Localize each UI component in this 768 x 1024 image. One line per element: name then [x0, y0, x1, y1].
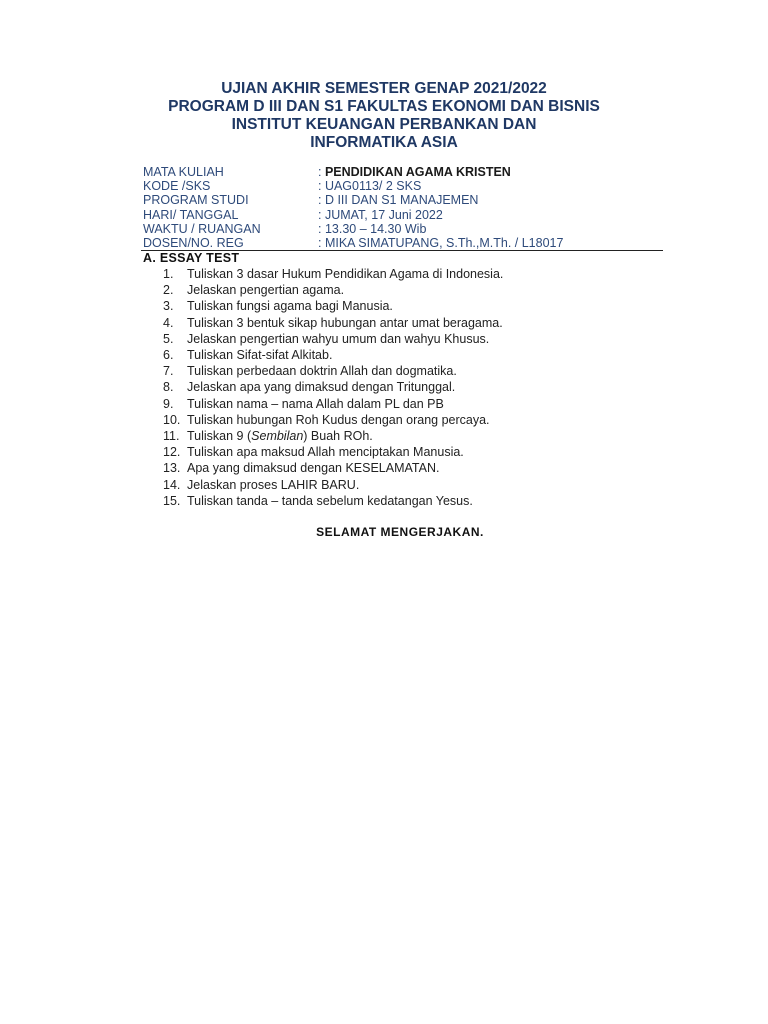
question-item: 7. Tuliskan perbedaan doktrin Allah dan dogmatika.: [163, 364, 457, 379]
exam-header: [0, 80, 768, 152]
question-item: 14. Jelaskan proses LAHIR BARU.: [163, 477, 360, 492]
header-line-2: PROGRAM D III DAN S1 FAKULTAS EKONOMI DAN BISNIS: [168, 98, 600, 115]
info-row-course: [143, 165, 663, 179]
info-value: : PENDIDIKAN AGAMA KRISTEN: [318, 165, 511, 179]
question-text: Jelaskan apa yang dimaksud dengan Tritunggal.: [187, 380, 456, 395]
question-item: 8. Jelaskan apa yang dimaksud dengan Tritunggal.: [163, 380, 456, 395]
info-row-time: [143, 222, 663, 236]
header-line-1: UJIAN AKHIR SEMESTER GENAP 2021/2022: [221, 80, 547, 97]
info-label: DOSEN/NO. REG: [143, 236, 244, 251]
question-item: 1. Tuliskan 3 dasar Hukum Pendidikan Agama di Indonesia.: [163, 267, 504, 281]
question-item: 10. Tuliskan hubungan Roh Kudus dengan orang percaya.: [163, 412, 490, 427]
section-title: A. ESSAY TEST: [143, 251, 240, 265]
question-item: 13. Apa yang dimaksud dengan KESELAMATAN.: [163, 461, 440, 476]
closing-text: SELAMAT MENGERJAKAN.: [316, 525, 484, 539]
info-label: KODE /SKS: [143, 179, 211, 194]
course-name: PENDIDIKAN AGAMA KRISTEN: [324, 165, 511, 179]
question-text: Tuliskan fungsi agama bagi Manusia.: [187, 299, 393, 314]
question-text: Tuliskan 3 bentuk sikap hubungan antar umat beragama.: [187, 315, 503, 330]
question-text: Jelaskan proses LAHIR BARU.: [187, 477, 360, 492]
question-item: 3. Tuliskan fungsi agama bagi Manusia.: [163, 299, 393, 314]
question-item: 15. Tuliskan tanda – tanda sebelum kedatangan Yesus.: [163, 493, 473, 508]
question-text: Tuliskan hubungan Roh Kudus dengan orang percaya.: [187, 412, 490, 427]
info-row-date: [143, 208, 663, 222]
question-item: 2. Jelaskan pengertian agama.: [163, 283, 345, 298]
question-text: Jelaskan pengertian wahyu umum dan wahyu Khusus.: [187, 331, 490, 346]
info-label: MATA KULIAH: [143, 165, 224, 179]
question-text: Tuliskan nama – nama Allah dalam PL dan PB: [187, 396, 444, 411]
info-label: WAKTU / RUANGAN: [143, 221, 261, 236]
info-row-code: [143, 179, 663, 193]
info-row-program: [143, 193, 663, 207]
info-value: : D III DAN S1 MANAJEMEN: [318, 193, 479, 208]
info-value: : UAG0113/ 2 SKS: [318, 179, 422, 194]
question-text: Apa yang dimaksud dengan KESELAMATAN.: [187, 461, 440, 476]
question-text: Tuliskan 3 dasar Hukum Pendidikan Agama di Indonesia.: [187, 267, 504, 281]
question-list: [163, 266, 663, 509]
question-text: Tuliskan perbedaan doktrin Allah dan dogmatika.: [187, 364, 457, 379]
info-value: : JUMAT, 17 Juni 2022: [318, 207, 443, 222]
exam-info-block: [143, 165, 663, 250]
header-line-3: INSTITUT KEUANGAN PERBANKAN DAN: [231, 116, 537, 133]
question-item: 12. Tuliskan apa maksud Allah menciptakan Manusia.: [163, 445, 464, 460]
info-label: PROGRAM STUDI: [143, 193, 249, 208]
question-text: Tuliskan apa maksud Allah menciptakan Manusia.: [187, 445, 464, 460]
header-line-4: INFORMATIKA ASIA: [310, 134, 458, 151]
question-text: Jelaskan pengertian agama.: [187, 283, 345, 298]
question-item: 9. Tuliskan nama – nama Allah dalam PL dan PB: [163, 396, 444, 411]
question-text: Tuliskan tanda – tanda sebelum kedatangan Yesus.: [187, 493, 473, 508]
question-text: Tuliskan Sifat-sifat Alkitab.: [187, 348, 333, 363]
question-item: 11. Tuliskan 9 (Sembilan) Buah ROh.: [163, 429, 373, 444]
info-value: : MIKA SIMATUPANG, S.Th.,M.Th. / L18017: [318, 236, 564, 251]
question-item: 5. Jelaskan pengertian wahyu umum dan wahyu Khusus.: [163, 331, 490, 346]
question-text: Tuliskan 9 (Sembilan) Buah ROh.: [187, 429, 373, 444]
info-value: : 13.30 – 14.30 Wib: [318, 221, 427, 236]
question-item: 6. Tuliskan Sifat-sifat Alkitab.: [163, 348, 333, 363]
info-label: HARI/ TANGGAL: [143, 207, 239, 222]
question-item: 4. Tuliskan 3 bentuk sikap hubungan antar umat beragama.: [163, 315, 503, 330]
info-row-lecturer: [143, 236, 663, 250]
